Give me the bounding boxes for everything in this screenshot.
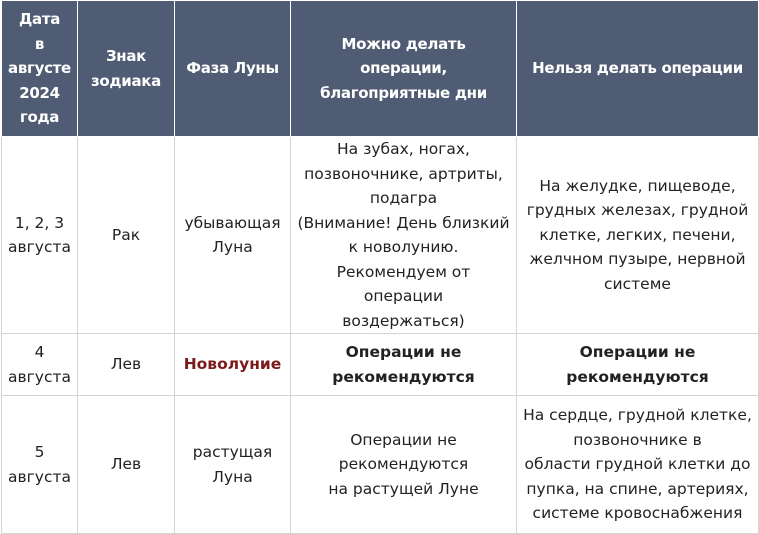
header-moon-phase: Фаза Луны [175,1,291,137]
cell-zodiac: Лев [78,334,175,396]
surgery-calendar-table [1,0,759,534]
cell-allowed: Операции не рекомендуются [291,334,517,396]
header-date: Дата в августе 2024 года [2,1,78,137]
cell-date: 1, 2, 3 августа [2,137,78,334]
cell-forbidden: На желудке, пищеводе, грудных железах, грудной клетке, легких, печени, желчном пузыре, нервной системе [517,137,759,334]
cell-allowed: Операции не рекомендуются на растущей Луне [291,396,517,534]
cell-zodiac: Лев [78,396,175,534]
table-row [2,396,759,534]
header-zodiac: Знак зодиака [78,1,175,137]
header-allowed: Можно делать операции, благоприятные дни [291,1,517,137]
new-moon-label: Новолуние [183,355,282,374]
cell-forbidden: На сердце, грудной клетке, позвоночнике в области грудной клетки до пупка, на спине, артериях, системе кровоснабжения [517,396,759,534]
cell-forbidden: Операции не рекомендуются [517,334,759,396]
cell-allowed: На зубах, ногах, позвоночнике, артриты, подагра (Внимание! День близкий к новолунию. Рекомендуем от операции воздержаться) [291,137,517,334]
cell-moon-phase: убывающая Луна [175,137,291,334]
cell-moon-phase [175,334,291,396]
cell-zodiac: Рак [78,137,175,334]
header-row [2,1,759,137]
header-forbidden: Нельзя делать операции [517,1,759,137]
cell-moon-phase: растущая Луна [175,396,291,534]
table-row [2,137,759,334]
cell-date: 4 августа [2,334,78,396]
table-row [2,334,759,396]
cell-date: 5 августа [2,396,78,534]
